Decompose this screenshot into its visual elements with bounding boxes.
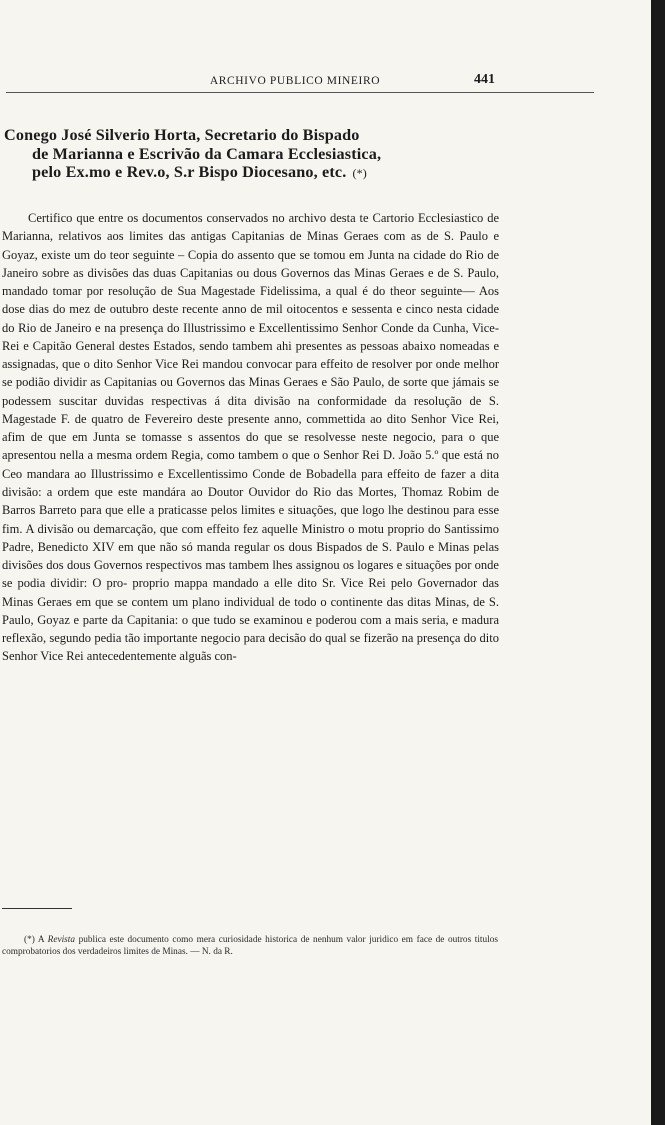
heading-line-2: de Marianna e Escrivão da Camara Ecclesiastica, xyxy=(32,144,382,163)
heading-line-1: Conego José Silverio Horta, Secretario do Bispado xyxy=(4,126,360,144)
footnote xyxy=(2,935,498,958)
footnote-rule xyxy=(2,908,72,909)
footnote-text-rest: publica este documento como mera curiosidade historica de nenhum valor juridico em face de outros titulos comprobatorios dos verdadeiros limites de Minas. — N. da R. xyxy=(2,935,499,957)
footnote-reference-mark: (*) xyxy=(352,166,367,180)
footnote-text-start: A xyxy=(37,935,45,945)
body-text xyxy=(2,209,499,666)
page-number: 441 xyxy=(474,72,495,87)
footnote-mark: (*) xyxy=(24,935,35,945)
footnote-revista: Revista xyxy=(47,935,76,945)
running-header-title: ARCHIVO PUBLICO MINEIRO xyxy=(209,75,381,87)
heading-line-3 xyxy=(4,163,500,183)
body-paragraph: Certifico que entre os documentos conservados no archivo desta te Cartorio Ecclesiastico de Marianna, relativos aos limites das antigas Capitanias de Minas Geraes com as de S. Paulo e Goyaz, existe um do teor seguinte – Copia do assento que se tomou em Junta na cidade do Rio de Janeiro sobre as divisões das duas Capitanias ou dous Governos das Minas Geraes e de S. Paulo, mandado tomar por resolução de Sua Magestade Fidelissima, a qual é do theor seguinte— Aos dose dias do mez de outubro deste recente anno de mil oitocentos e sessenta e cinco nesta cidade do Rio de Janeiro e na presença do Illustrissimo e Excellentissimo Senhor Conde da Cunha, Vice-Rei e Capitão General destes Estados, sendo tambem ahi presentes as pessoas abaixo nomeadas e assignadas, que o dito Senhor Vice Rei mandou convocar para effeito de resolver por onde melhor se podião dividir as Capitanias ou Governos das Minas Geraes e São Paulo, de sorte que jámais se podessem suscitar duvidas respectivas á dita divisão na conformidade da resolução de S. Magestade F. de quatro de Fevereiro deste presente anno, commettida ao dito Senhor Vice Rei, afim de que em Junta se tomasse s assentos do que se resolvesse neste negocio, para o que apresentou nella a mesma ordem Regia, como tambem o que o Senhor Rei D. João 5.º que está no Ceo mandara ao Illustrissimo e Excellentissimo Conde de Bobadella para effeito de fazer a dita divisão: a ordem que este mandára ao Doutor Ouvidor do Rio das Mortes, Thomaz Robim de Barros Barreto para que elle a praticasse pelos limites e situações, que logo lhe destinou para esse fim. A divisão ou demarcação, que com effeito fez aquelle Ministro o motu proprio do Santissimo Padre, Benedicto XIV em que não só manda regular os dous Bispados de S. Paulo e Minas pelas divisões dos dous Governos respectivos mas tambem lhes assignou os logares e situações por onde se podia dividir: O pro- proprio mappa mandado a elle dito Sr. Vice Rei pelo Governador das Minas Geraes em que se contem um plano individual de todo o continente das ditas Minas, de S. Paulo, Goyaz e parte da Capitania: o que tudo se examinou e poderou com a mais seria, e madura reflexão, segundo pedia tão importante negocio para decisão do qual se fizerão na presença do dito Senhor Vice Rei antecedentemente alguãs con- xyxy=(2,211,499,664)
scan-edge-border xyxy=(651,0,665,1125)
document-heading xyxy=(4,126,500,183)
heading-line-3-text: pelo Ex.mo e Rev.o, S.r Bispo Diocesano, etc. xyxy=(32,163,347,181)
header-rule xyxy=(6,92,594,93)
